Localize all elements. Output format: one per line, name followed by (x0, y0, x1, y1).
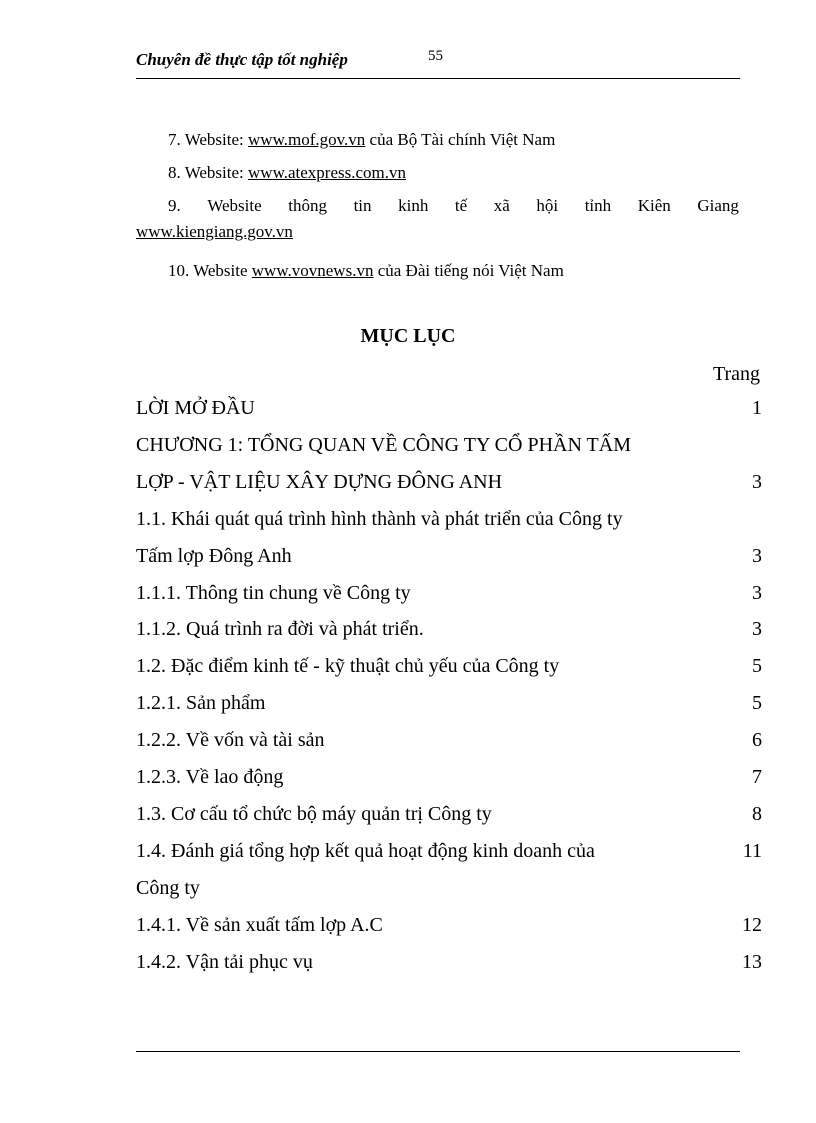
toc-entry-page: 3 (752, 470, 762, 493)
toc-entry-page: 3 (752, 618, 762, 641)
page-number: 55 (428, 48, 443, 64)
toc-entry-label: 1.1.2. Quá trình ra đời và phát triển. (136, 618, 424, 641)
toc-entry-page: 8 (752, 802, 762, 825)
toc-entry-label: 1.1.1. Thông tin chung về Công ty (136, 581, 411, 604)
toc-entry[interactable] (136, 914, 762, 951)
toc-entry[interactable] (136, 397, 762, 434)
reference-link[interactable]: www.vovnews.vn (251, 261, 374, 280)
reference-item-justified-line: 9. Website thông tin kinh tế xã hội tỉnh Kiên Giang (168, 196, 739, 215)
toc-entry[interactable] (136, 655, 762, 692)
toc-entry-label: 1.3. Cơ cấu tổ chức bộ máy quản trị Công ty (136, 802, 492, 825)
toc-entry-page: 6 (752, 729, 762, 752)
toc-entry-label: Tấm lợp Đông Anh (136, 544, 292, 567)
reference-item: 7. Website: www.mof.gov.vn của Bộ Tài chính Việt Nam (168, 130, 556, 149)
toc-entry-label: LỢP - VẬT LIỆU XÂY DỰNG ĐÔNG ANH (136, 470, 503, 493)
reference-link[interactable]: www.kiengiang.gov.vn (136, 222, 293, 241)
toc-entry[interactable] (136, 545, 762, 582)
toc-entry-label: 1.2. Đặc điểm kinh tế - kỹ thuật chủ yếu của Công ty (136, 655, 560, 678)
toc-entry-label: 1.4.2. Vận tải phục vụ (136, 950, 313, 973)
toc-entry-page: 13 (742, 950, 762, 973)
toc-entry-label: 1.2.1. Sản phẩm (136, 692, 266, 715)
toc-entry[interactable] (136, 803, 762, 840)
toc-entry-page: 11 (742, 839, 762, 862)
toc-entry-page: 3 (752, 581, 762, 604)
toc-entry-label: 1.2.3. Về lao động (136, 766, 284, 788)
toc-entry-label: 1.1. Khái quát quá trình hình thành và phát triển của Công ty (136, 507, 623, 530)
toc-title: MỤC LỤC (360, 325, 456, 347)
toc-entry-page: 5 (752, 692, 762, 715)
toc-entry[interactable] (136, 729, 762, 766)
toc-entry[interactable] (136, 840, 762, 877)
footer-divider (136, 1051, 740, 1052)
document-title: Chuyên đề thực tập tốt nghiệp (136, 50, 348, 69)
toc-entry-page: 5 (752, 655, 762, 678)
reference-item (136, 196, 739, 242)
page-header (136, 46, 740, 79)
toc-entry-label: CHƯƠNG 1: TỔNG QUAN VỀ CÔNG TY CỔ PHẦN TẤM (136, 433, 631, 456)
toc-entry-page: 3 (752, 544, 762, 567)
toc-entry-page: 1 (752, 397, 762, 419)
toc-entry[interactable] (136, 471, 762, 508)
toc-entry-label: 1.2.2. Về vốn và tài sản (136, 729, 325, 752)
reference-item: 10. Website www.vovnews.vn của Đài tiếng nói Việt Nam (168, 261, 564, 280)
toc-entry-label: 1.4.1. Về sản xuất tấm lợp A.C (136, 913, 383, 936)
toc-entry[interactable] (136, 951, 762, 988)
toc-entry-page: 7 (752, 766, 762, 788)
reference-link[interactable]: www.atexpress.com.vn (248, 163, 407, 182)
toc-entry-label: Công ty (136, 876, 200, 899)
toc-entry-label: 1.4. Đánh giá tổng hợp kết quả hoạt động kinh doanh của (136, 839, 595, 862)
toc-entry[interactable] (136, 508, 762, 545)
reference-link[interactable]: www.mof.gov.vn (248, 130, 366, 149)
toc-entry[interactable] (136, 766, 762, 803)
toc-entry-label: LỜI MỞ ĐẦU (136, 397, 255, 419)
reference-item: 8. Website: www.atexpress.com.vn (168, 163, 407, 182)
toc-entry[interactable] (136, 692, 762, 729)
toc-entry-page: 12 (742, 913, 762, 936)
toc-entry[interactable] (136, 434, 762, 471)
toc-entry[interactable] (136, 618, 762, 655)
toc-page-column-header: Trang (712, 363, 760, 385)
toc-entry[interactable] (136, 582, 762, 619)
toc-entry[interactable] (136, 877, 762, 914)
